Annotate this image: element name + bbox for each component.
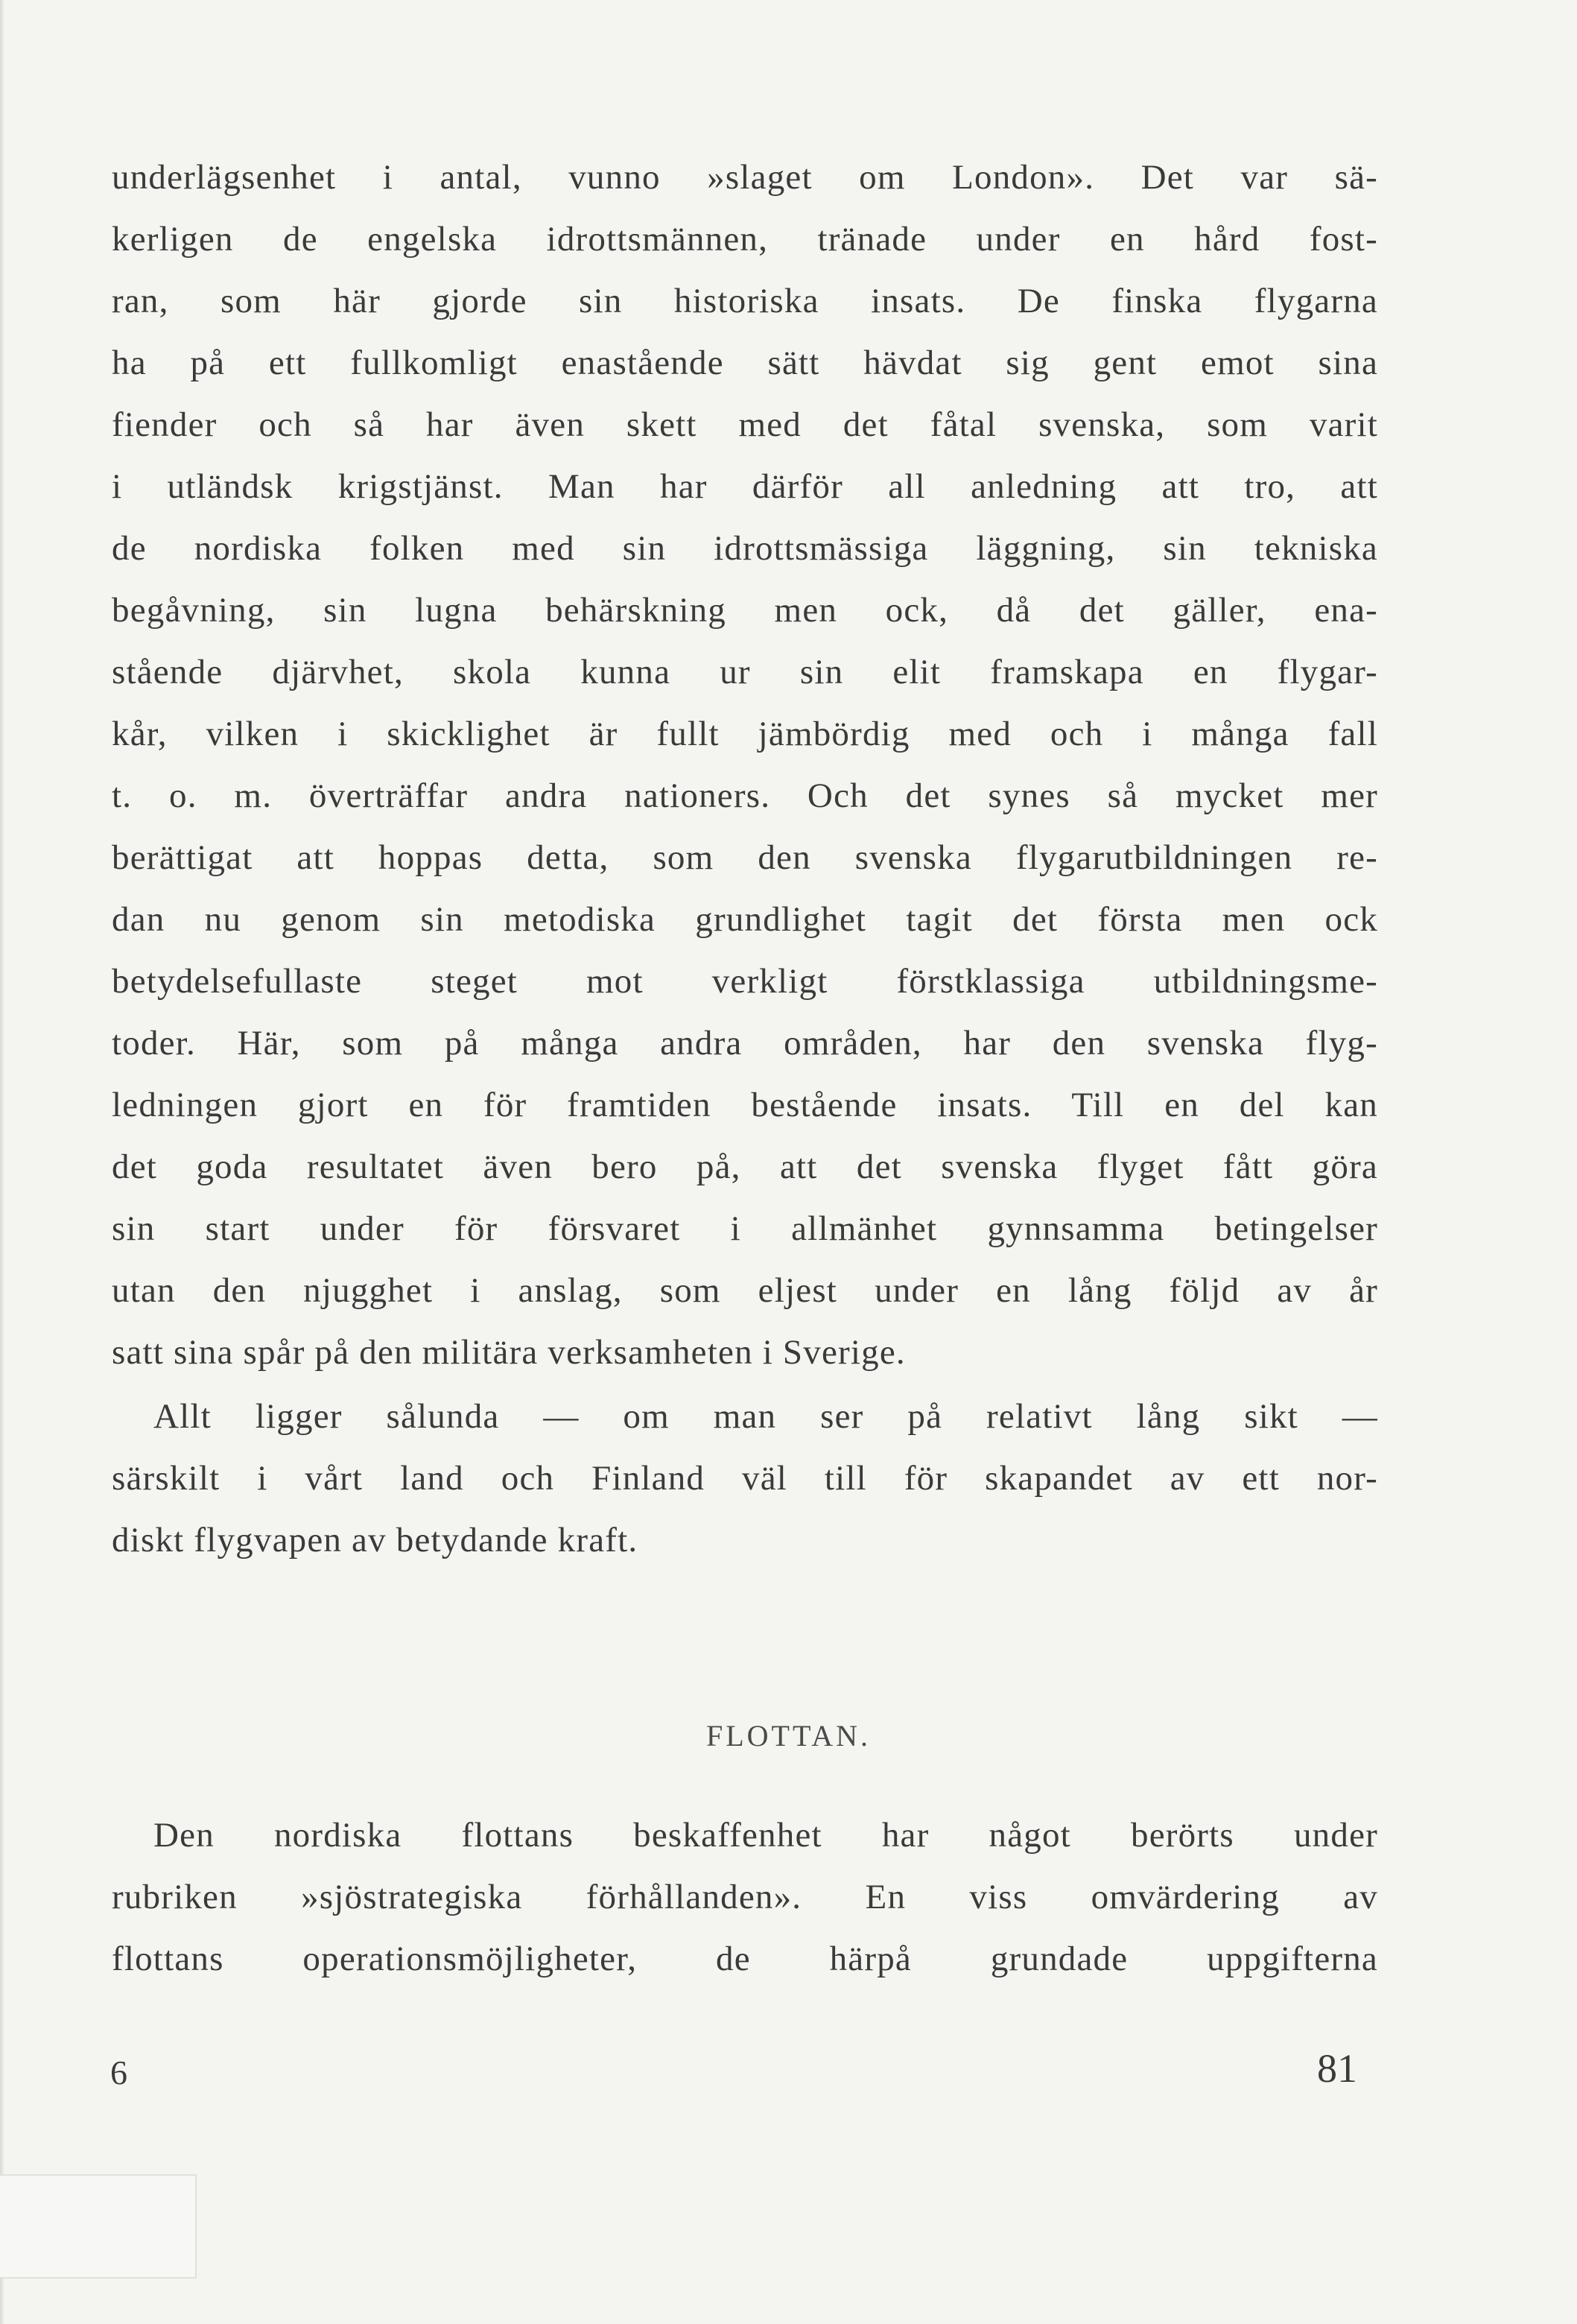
paragraph-aviation bbox=[112, 147, 1378, 1384]
text-line: Allt ligger sålunda — om man ser på relativt lång sikt — bbox=[153, 1397, 1378, 1436]
text-line: sin start under för försvaret i allmänhet gynnsamma betingelser bbox=[112, 1209, 1378, 1248]
text-line: utan den njugghet i anslag, som eljest under en lång följd av år bbox=[112, 1271, 1378, 1310]
signature-mark: 6 bbox=[110, 2054, 127, 2092]
text-line: begåvning, sin lugna behärskning men ock, då det gäller, ena- bbox=[112, 591, 1378, 630]
text-line: underlägsenhet i antal, vunno »slaget om London». Det var sä- bbox=[112, 158, 1378, 197]
page-edge-shadow bbox=[0, 0, 4, 2324]
text-line: diskt flygvapen av betydande kraft. bbox=[112, 1521, 638, 1560]
text-line: dan nu genom sin metodiska grundlighet tagit det första men ock bbox=[112, 900, 1378, 939]
text-line: flottans operationsmöjligheter, de härpå grundade uppgifterna bbox=[112, 1940, 1378, 1978]
text-line: betydelsefullaste steget mot verkligt förstklassiga utbildningsme- bbox=[112, 962, 1378, 1001]
text-line: ledningen gjort en för framtiden bestående insats. Till en del kan bbox=[112, 1086, 1378, 1124]
page-number: 81 bbox=[1317, 2046, 1357, 2091]
scan-edge-mark bbox=[0, 2174, 197, 2279]
paragraph-conclusion bbox=[112, 1386, 1378, 1571]
text-line: berättigat att hoppas detta, som den svenska flygarutbildningen re- bbox=[112, 838, 1378, 877]
text-line: t. o. m. överträffar andra nationers. Och det synes så mycket mer bbox=[112, 776, 1378, 815]
text-line: ha på ett fullkomligt enastående sätt hävdat sig gent emot sina bbox=[112, 343, 1378, 382]
text-line: Den nordiska flottans beskaffenhet har något berörts under bbox=[153, 1816, 1378, 1855]
text-line: fiender och så har även skett med det fåtal svenska, som varit bbox=[112, 405, 1378, 444]
text-line: ran, som här gjorde sin historiska insats. De finska flygarna bbox=[112, 282, 1378, 320]
text-line: kår, vilken i skicklighet är fullt jämbördig med och i många fall bbox=[112, 715, 1378, 753]
text-line: toder. Här, som på många andra områden, har den svenska flyg- bbox=[112, 1024, 1378, 1063]
text-line: kerligen de engelska idrottsmännen, tränade under en hård fost- bbox=[112, 220, 1378, 259]
text-line: det goda resultatet även bero på, att det svenska flyget fått göra bbox=[112, 1147, 1378, 1186]
text-line: särskilt i vårt land och Finland väl till för skapandet av ett nor- bbox=[112, 1459, 1378, 1498]
section-heading: FLOTTAN. bbox=[705, 1719, 871, 1753]
text-line: rubriken »sjöstrategiska förhållanden». En viss omvärdering av bbox=[112, 1878, 1378, 1916]
paragraph-navy bbox=[112, 1805, 1378, 1990]
text-line: i utländsk krigstjänst. Man har därför all anledning att tro, att bbox=[112, 467, 1378, 506]
text-line: de nordiska folken med sin idrottsmässiga läggning, sin tekniska bbox=[112, 529, 1378, 568]
text-line: satt sina spår på den militära verksamheten i Sverige. bbox=[112, 1333, 906, 1372]
text-line: stående djärvhet, skola kunna ur sin elit framskapa en flygar- bbox=[112, 653, 1378, 691]
